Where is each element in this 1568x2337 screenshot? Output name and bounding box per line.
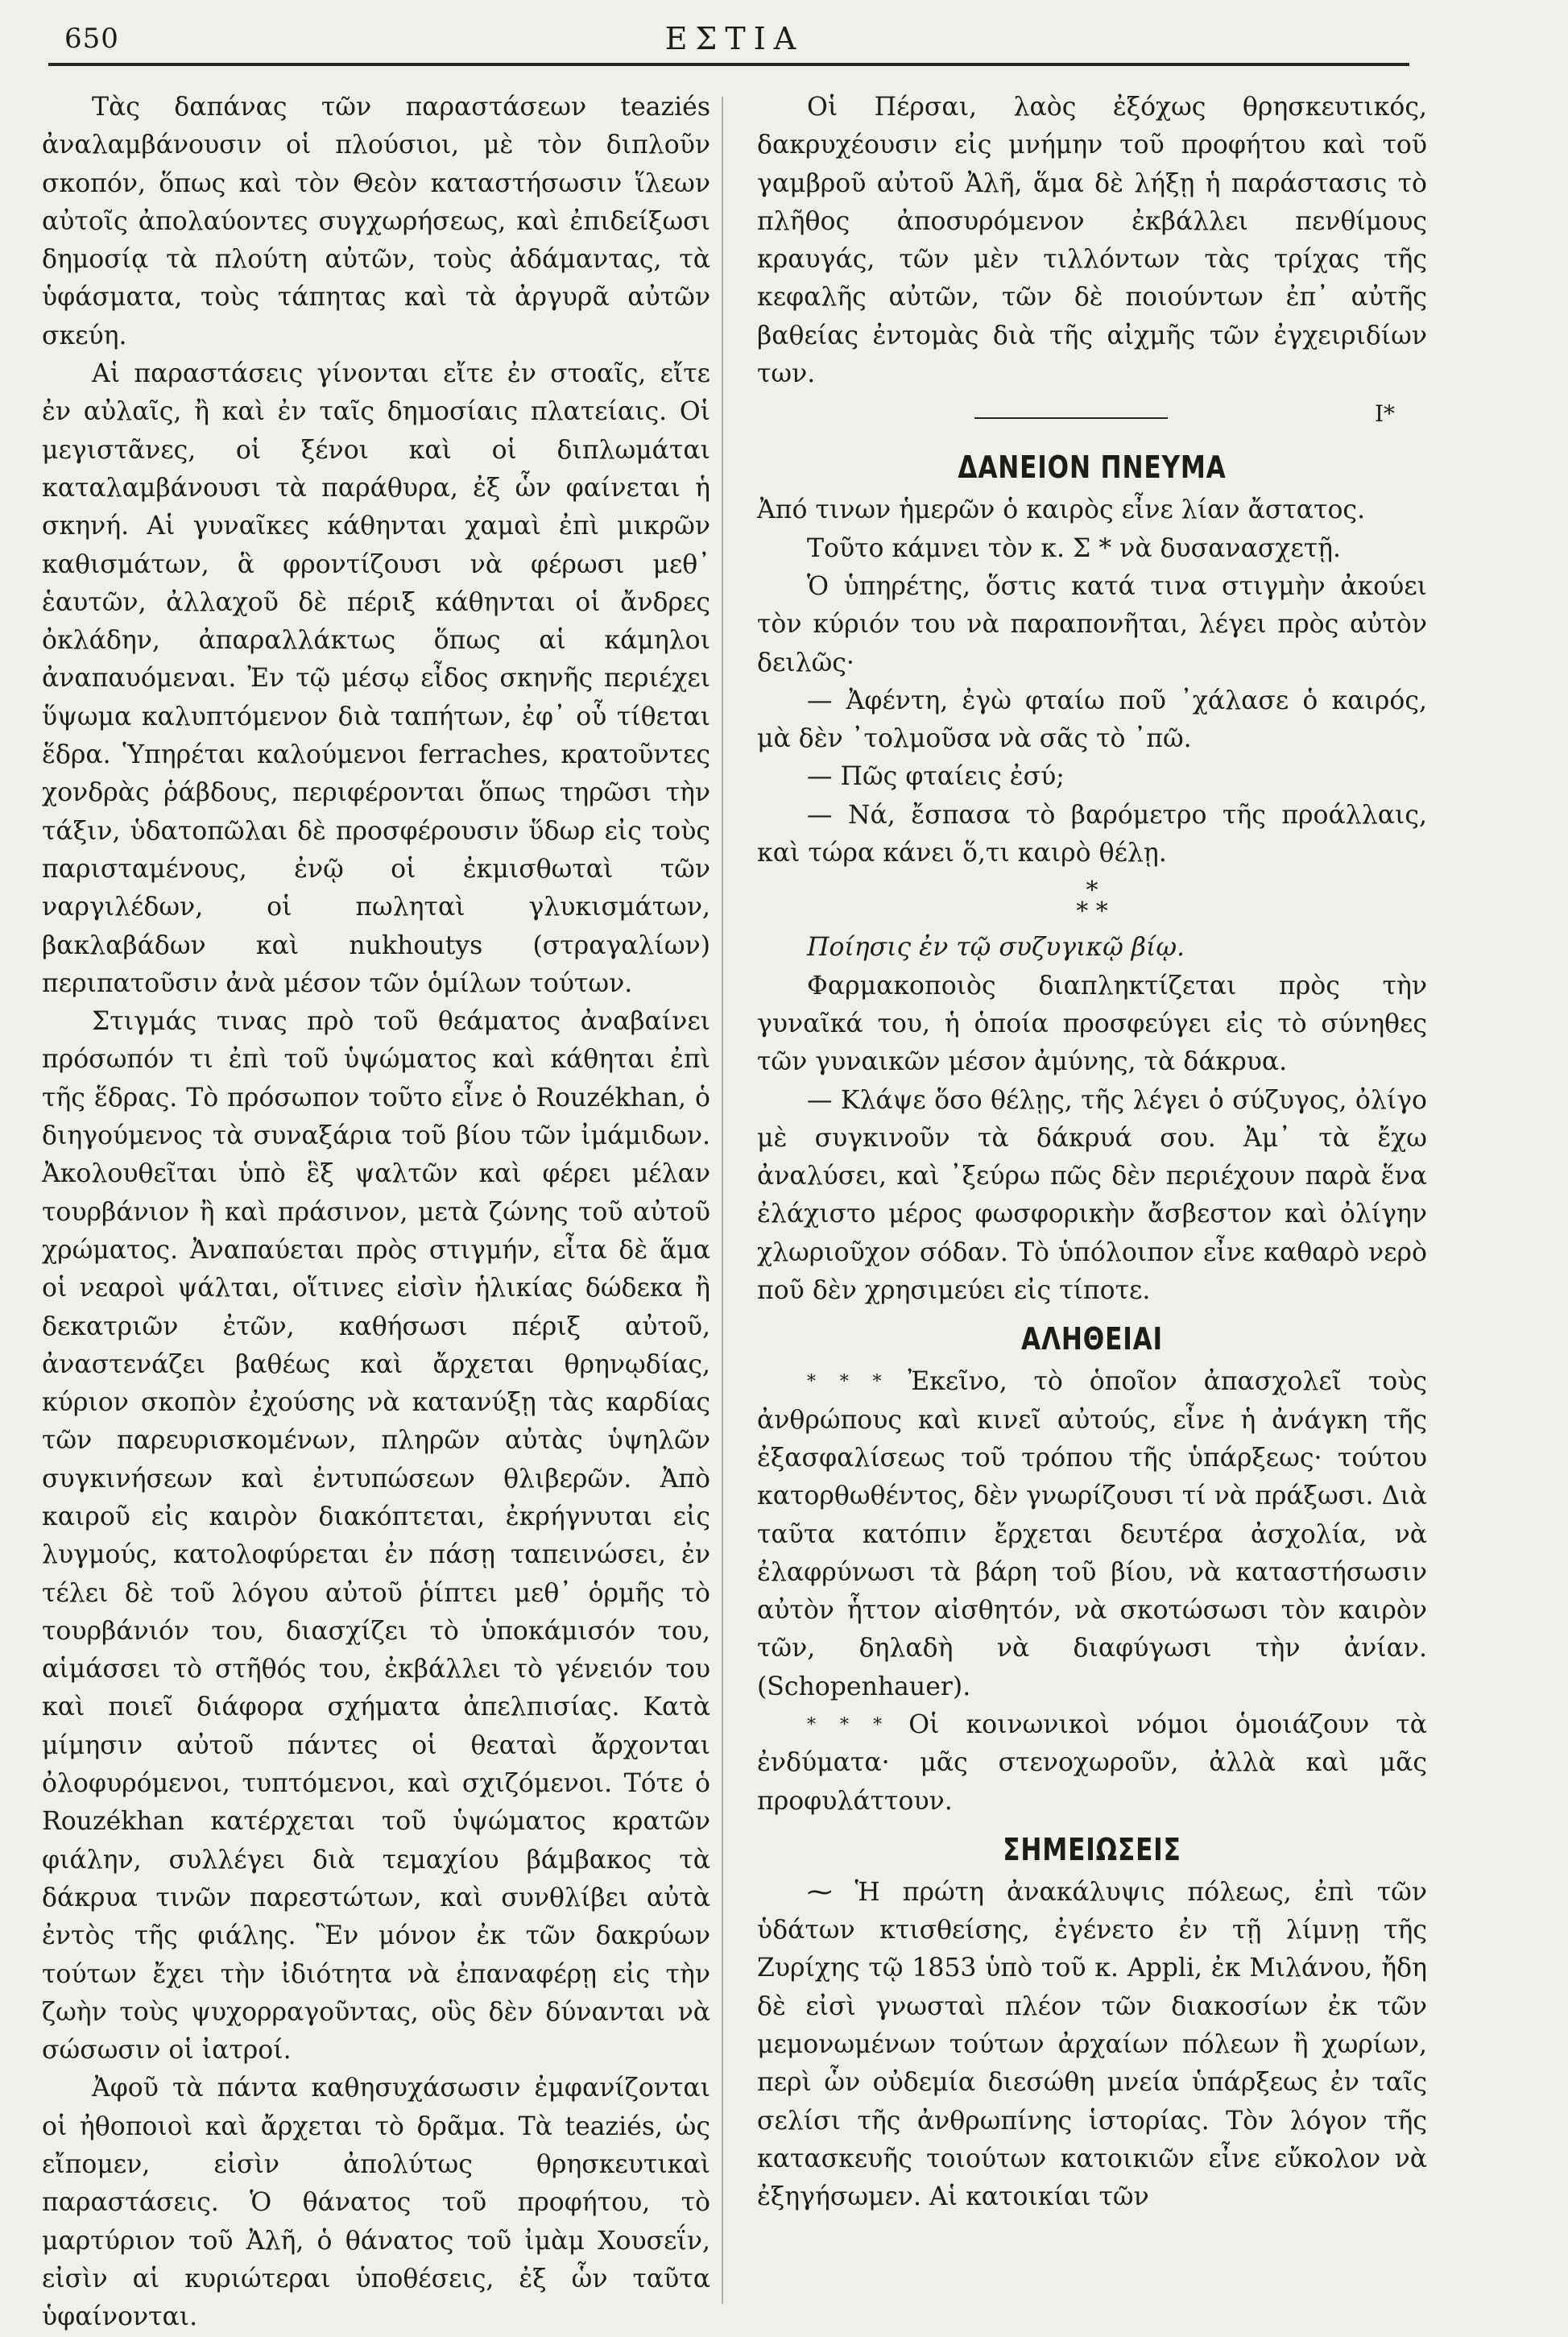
truth-item-1-text: Ἐκεῖνο, τὸ ὁποῖον ἀπασχολεῖ τοὺς ἀνθρώπους καὶ κινεῖ αὐτούς, εἶνε ἡ ἀνάγκη τῆς ἐξασφαλίσεως τοῦ τρόπου τῆς ὑπάρξεως· τούτου κατορθωθέντος, δὲν γνωρίζουσι τί νὰ πράξωσι. Διὰ ταῦτα κατόπιν ἔρχεται δευτέρα ἀσχολία, νὰ ἐλαφρύνωσι τὰ βάρη τοῦ βίου, νὰ καταστήσωσιν αὐτὸν ἧττον αἰσθητόν, νὰ σκοτώσωσι τὸν καιρὸν τῶν, δηλαδὴ νὰ διαφύγωσι τὴν ἀνίαν. (Schopenhauer). [757, 1367, 1427, 1701]
left-paragraph-4: Ἀφοῦ τὰ πάντα καθησυχάσωσιν ἐμφανίζονται οἱ ἠθοποιοὶ καὶ ἄρχεται τὸ δρᾶμα. Τὰ teaziés, ὡς εἴπομεν, εἰσὶν ἀπολύτως θρησκευτικαὶ παραστάσεις. Ὁ θάνατος τοῦ προφήτου, τὸ μαρτύριον τοῦ Ἀλῆ, ὁ θάνατος τοῦ ἰμὰμ Χουσεΐν, εἰσὶν αἱ κυριώτεραι ὑποθέσεις, ἐξ ὧν ταῦτα ὑφαίνονται. [42, 2074, 710, 2332]
asterism-mark: * * * [807, 1714, 883, 1735]
right-column [757, 89, 1427, 2217]
section-title-daneion-pneuma: ΔΑΝΕΙΟΝ ΠΝΕΥΜΑ [958, 450, 1227, 486]
story-paragraph-2: — Κλάψε ὅσο θέλῃς, τῆς λέγει ὁ σύζυγος, ὀλίγο μὲ συγκινοῦν τὰ δάκρυά σου. Ἀμ᾽ τὰ ἔχω ἀναλύσει, καὶ ᾽ξεύρω πῶς δὲν περιέχουν παρὰ ἕνα ἐλάχιστο μέρος φωσφορικὴν ἄσβεστον καὶ ὀλίγην χλωριοῦχον σόδαν. Τὸ ὑπόλοιπον εἶνε καθαρὸ νερὸ ποῦ δὲν χρησιμεύει εἰς τίποτε. [757, 1085, 1427, 1306]
anecdote-dialog-3: — Νά, ἔσπασα τὸ βαρόμετρο τῆς προάλλαις, καὶ τώρα κάνει ὅ,τι καιρὸ θέλῃ. [757, 800, 1427, 868]
header-rule [48, 63, 1409, 66]
subheading-poiisis: Ποίησις ἐν τῷ συζυγικῷ βίῳ. [807, 933, 1185, 963]
article-end-row [757, 393, 1427, 438]
asterism-separator [757, 876, 1427, 926]
left-paragraph-1: Τὰς δαπάνας τῶν παραστάσεων teaziés ἀναλαμβάνουσιν οἱ πλούσιοι, μὲ τὸν διπλοῦν σκοπόν, ὅπως καὶ τὸν Θεὸν καταστήσωσιν ἵλεων αὐτοῖς ἀπολαύοντες συγχωρήσεως, καὶ ἐπιδείξωσι δημοσίᾳ τὰ πλούτη αὐτῶν, τοὺς ἀδάμαντας, τὰ ὑφάσματα, τοὺς τάπητας καὶ τὰ ἀργυρᾶ αὐτῶν σκεύη. [42, 93, 710, 350]
anecdote-line-1: Ἀπό τινων ἡμερῶν ὁ καιρὸς εἶνε λίαν ἄστατος. [757, 495, 1366, 525]
section-title-simeioseis: ΣΗΜΕΙΩΣΕΙΣ [1003, 1831, 1181, 1867]
truth-item-2 [757, 1706, 1427, 1821]
left-paragraph-3: Στιγμάς τινας πρὸ τοῦ θεάματος ἀναβαίνει πρόσωπόν τι ἐπὶ τοῦ ὑψώματος καὶ κάθηται ἐπὶ τῆς ἕδρας. Τὸ πρόσωπον τοῦτο εἶνε ὁ Rouzékhan, ὁ διηγούμενος τὰ συναξάρια τοῦ βίου τῶν ἰμάμιδων. Ἀκολουθεῖται ὑπὸ ἓξ ψαλτῶν καὶ φέρει μέλαν τουρβάνιον ἢ καὶ πράσινον, μετὰ ζώνης τοῦ αὐτοῦ χρώματος. Ἀναπαύεται πρὸς στιγμήν, εἶτα δὲ ἅμα οἱ νεαροὶ ψάλται, οἵτινες εἰσὶν ἡλικίας δώδεκα ἢ δεκατριῶν ἐτῶν, καθήσωσι πέριξ αὐτοῦ, ἀναστενάζει βαθέως καὶ ἄρχεται θρηνῳδίας, κύριον σκοπὸν ἐχούσης νὰ κατανύξῃ τὰς καρδίας τῶν παρευρισκομένων, πληρῶν αὐτὰς ὑψηλῶν συγκινήσεων καὶ ἐντυπώσεων θλιβερῶν. Ἀπὸ καιροῦ εἰς καιρὸν διακόπτεται, ἐκρήγνυται εἰς λυγμούς, κατολοφύρεται ἐν πάσῃ ταπεινώσει, ἐν τέλει δὲ τοῦ λόγου αὐτοῦ ῥίπτει μεθ᾽ ὁρμῆς τὸ τουρβάνιόν του, διασχίζει τὸ ὑποκάμισόν του, αἱμάσσει τὸ στῆθός του, ἐκβάλλει τὸ γένειόν του καὶ ποιεῖ διάφορα σχήματα ἀπελπισίας. Κατὰ μίμησιν αὐτοῦ πάντες οἱ θεαταὶ ἄρχονται ὀλοφυρόμενοι, τυπτόμενοι, καὶ σχιζόμενοι. Τότε ὁ Rouzékhan κατέρχεται τοῦ ὑψώματος κρατῶν φιάλην, συλλέγει διὰ τεμαχίου βάμβακος τὰ δάκρυα τινῶν παρεστώτων, καὶ συνθλίβει αὐτὰ ἐντὸς τῆς φιάλης. Ἓν μόνον ἐκ τῶν δακρύων τούτων ἔχει τὴν ἰδιότητα νὰ ἐπαναφέρῃ εἰς τὴν ζωὴν τοὺς ψυχορραγοῦντας, οὓς δὲν δύνανται νὰ σώσωσιν οἱ ἰατροί. [42, 1007, 710, 2066]
left-column [42, 89, 710, 2337]
truth-item-1 [757, 1363, 1427, 1706]
journal-title: ΕΣΤΙΑ [664, 21, 805, 56]
anecdote-line-2: Τοῦτο κάμνει τὸν κ. Σ * νὰ δυσανασχετῇ. [807, 533, 1342, 563]
left-paragraph-2: Αἱ παραστάσεις γίνονται εἴτε ἐν στοαῖς, εἴτε ἐν αὐλαῖς, ἢ καὶ ἐν ταῖς δημοσίαις πλατείαις. Οἱ μεγιστᾶνες, οἱ ξένοι καὶ οἱ διπλωμάται καταλαμβάνουσι τὰ παράθυρα, ἐξ ὧν φαίνεται ἡ σκηνή. Αἱ γυναῖκες κάθηνται χαμαὶ ἐπὶ μικρῶν καθισμάτων, ἃ φροντίζουσι νὰ φέρωσι μεθ᾽ ἑαυτῶν, ἀλλαχοῦ δὲ πέριξ κάθηνται οἱ ἄνδρες ὀκλάδην, ἀπαραλλάκτως ὅπως αἱ κάμηλοι ἀναπαυόμεναι. Ἐν τῷ μέσῳ εἶδος σκηνῆς περιέχει ὕψωμα καλυπτόμενον διὰ ταπήτων, ἐφ᾽ οὗ τίθεται ἕδρα. Ὑπηρέται καλούμενοι ferraches, κρατοῦντες χονδρὰς ῥάβδους, περιφέρονται ὅπως τηρῶσι τὴν τάξιν, ὑδατοπῶλαι δὲ προσφέρουσιν ὕδωρ εἰς τοὺς παρισταμένους, ἐνῷ οἱ ἐκμισθωταὶ τῶν ναργιλέδων, οἱ πωληταὶ γλυκισμάτων, βακλαβάδων καὶ nukhoutys (στραγαλίων) περιπατοῦσιν ἀνὰ μέσον τῶν ὁμίλων τούτων. [42, 359, 710, 998]
article-separator-rule [974, 417, 1168, 419]
notes-paragraph-text: Ἡ πρώτη ἀνακάλυψις πόλεως, ἐπὶ τῶν ὑδάτων κτισθείσης, ἐγένετο ἐν τῇ λίμνῃ τῆς Ζυρίχης τῷ 1853 ὑπὸ τοῦ κ. Appli, ἐκ Μιλάνου, ἤδη δὲ εἰσὶ γνωσταὶ πλέον τῶν διακοσίων ἐκ τῶν μεμονωμένων τούτων ἀρχαίων πόλεων ἢ χωρίων, περὶ ὧν οὐδεμία διεσώθη μνεία ὑπάρξεως ἐν ταῖς σελίσι τῆς ἀνθρωπίνης ἱστορίας. Τὸν λόγον τῆς κατασκευῆς τοιούτων κατοικιῶν εἶνε εὔκολον νὰ ἐξηγήσωμεν. Αἱ κατοικίαι τῶν [757, 1877, 1427, 2212]
page-header [58, 11, 1411, 60]
anecdote-dialog-2: — Πῶς φταίεις ἐσύ; [807, 762, 1065, 792]
column-divider [722, 97, 723, 2304]
story-paragraph-1: Φαρμακοποιὸς διαπληκτίζεται πρὸς τὴν γυναῖκά του, ἡ ὁποία προσφεύγει εἰς τὸ σύνηθες τῶν γυναικῶν μέσον ἀμύνης, τὰ δάκρυα. [757, 971, 1427, 1077]
wave-mark-icon: ⁓ [807, 1877, 833, 1907]
notes-paragraph [757, 1874, 1427, 2217]
author-signature: Ι* [1374, 400, 1395, 428]
anecdote-line-3: Ὁ ὑπηρέτης, ὅστις κατά τινα στιγμὴν ἀκούει τὸν κύριόν του νὰ παραπονῆται, λέγει πρὸς αὐτὸν δειλῶς· [757, 571, 1427, 677]
asterism-top: * [1086, 876, 1098, 905]
page-number: 650 [64, 23, 119, 55]
asterism-bottom: * * [1076, 897, 1108, 926]
section-title-alitheiai: ΑΛΗΘΕΙΑΙ [1021, 1321, 1163, 1357]
anecdote-dialog-1: — Ἀφέντη, ἐγὼ φταίω ποῦ ᾽χάλασε ὁ καιρός, μὰ δὲν ᾽τολμοῦσα νὰ σᾶς τὸ ᾽πῶ. [757, 686, 1427, 754]
right-opening-paragraph: Οἱ Πέρσαι, λαὸς ἐξόχως θρησκευτικός, δακρυχέουσιν εἰς μνήμην τοῦ προφήτου καὶ τοῦ γαμβροῦ αὐτοῦ Ἀλῆ, ἅμα δὲ λήξῃ ἡ παράστασις τὸ πλῆθος ἀποσυρόμενον ἐκβάλλει πενθίμους κραυγάς, τῶν μὲν τιλλόντων τὰς τρίχας τῆς κεφαλῆς αὐτῶν, τῶν δὲ ποιούντων ἐπ᾽ αὐτῆς βαθείας ἐντομὰς διὰ τῆς αἰχμῆς τῶν ἐγχειριδίων των. [757, 93, 1427, 389]
truth-item-2-text: Οἱ κοινωνικοὶ νόμοι ὁμοιάζουν τὰ ἐνδύματα· μᾶς στενοχωροῦν, ἀλλὰ καὶ μᾶς προφυλάττουν. [757, 1709, 1427, 1816]
asterism-mark: * * * [807, 1372, 882, 1393]
